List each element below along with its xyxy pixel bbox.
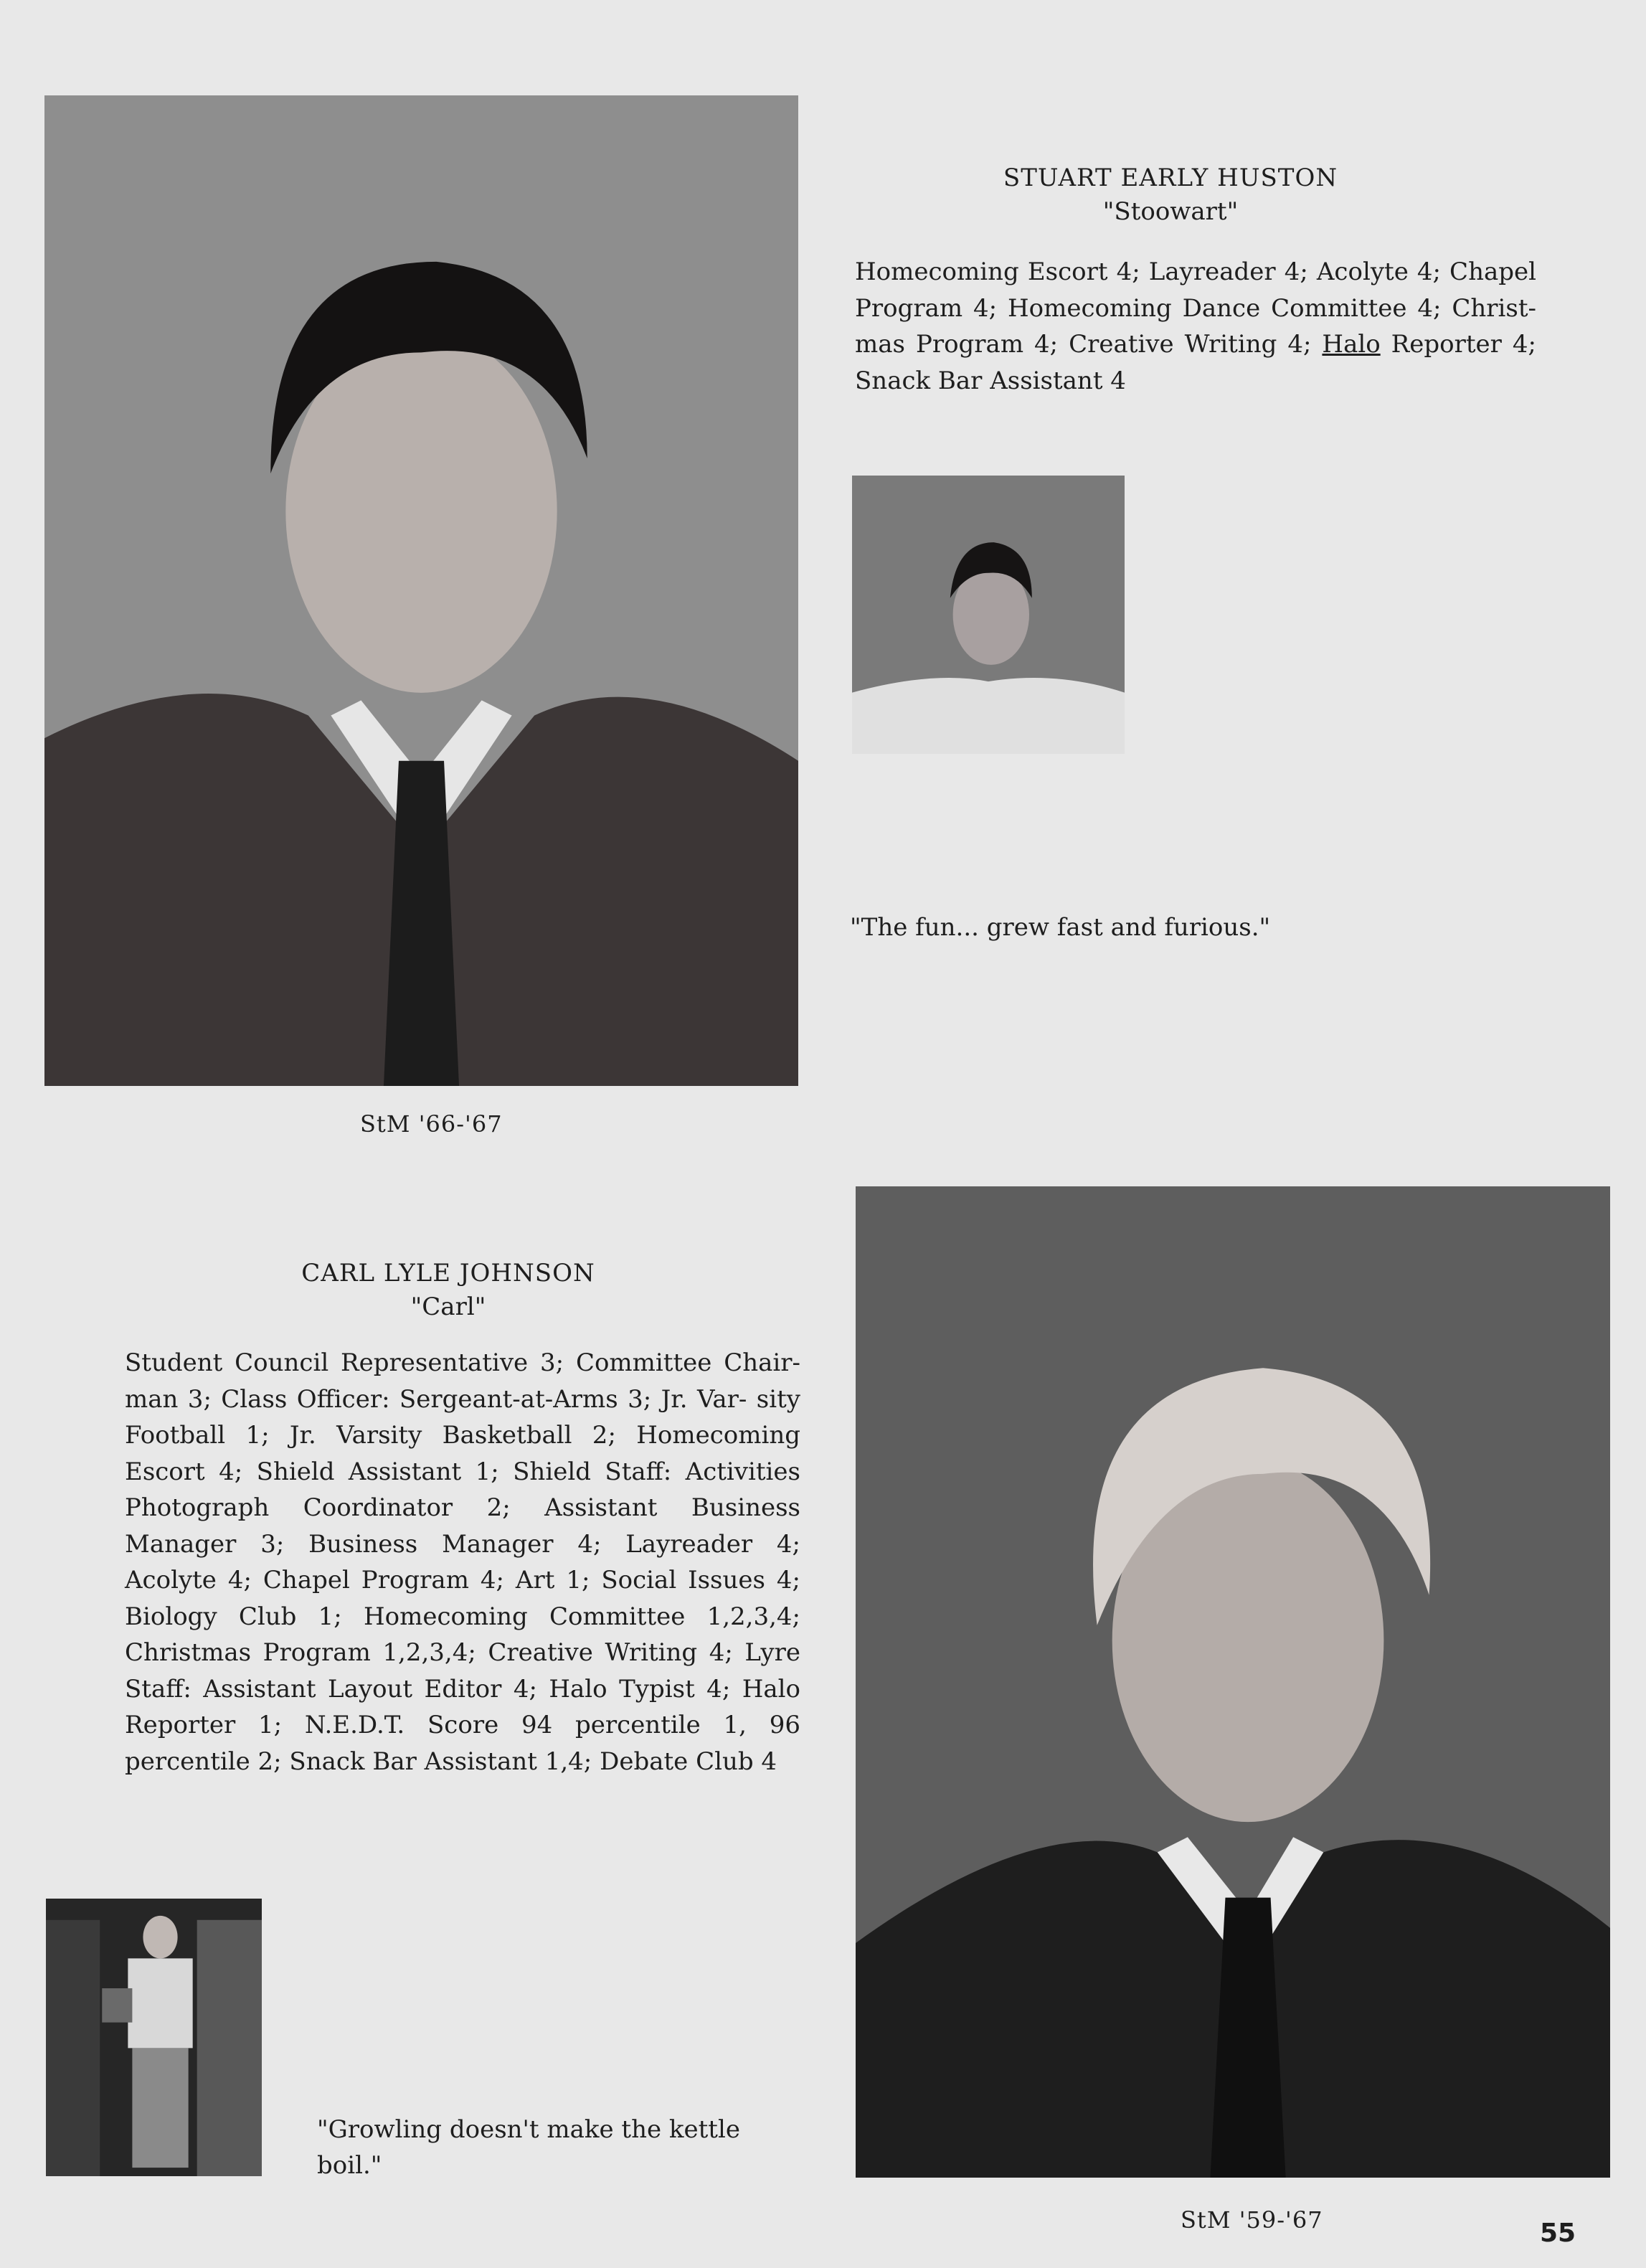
page-number: 55 bbox=[1540, 2219, 1576, 2248]
nickname-carl: "Carl" bbox=[410, 1293, 486, 1321]
candid-photo-carl bbox=[46, 1899, 262, 2176]
activities-stuart-part2: Reporter 4; Snack Bar Assistant 4 bbox=[855, 330, 1536, 395]
name-carl: CARL LYLE JOHNSON bbox=[301, 1259, 595, 1287]
quote-carl: "Growling doesn't make the kettle boil." bbox=[317, 2115, 740, 2180]
activities-stuart-part1: Homecoming Escort 4; Layreader 4; Acolyte 4; Chapel Program 4; Homecoming Dance Committee 4; Christ- mas Program 4; Creative Writing 4; bbox=[855, 257, 1536, 359]
caption-carl: StM '59-'67 bbox=[1181, 2206, 1323, 2234]
caption-stuart: StM '66-'67 bbox=[360, 1110, 503, 1138]
activities-stuart bbox=[855, 254, 1536, 399]
name-stuart: STUART EARLY HUSTON bbox=[1003, 164, 1338, 192]
nickname-stuart: "Stoowart" bbox=[1102, 197, 1239, 226]
activities-stuart-halo: Halo bbox=[1322, 330, 1381, 359]
portrait-carl-johnson bbox=[856, 1186, 1610, 2178]
portrait-stuart-huston bbox=[44, 95, 798, 1086]
quote-stuart: "The fun... grew fast and furious." bbox=[850, 913, 1271, 942]
candid-photo-stuart bbox=[852, 476, 1125, 754]
activities-carl: Student Council Representative 3; Committee Chair- man 3; Class Officer: Sergeant-at-Arms 3; Jr. Var- sity Football 1; Jr. Varsity Basketball 2; Homecoming Escort 4; Shield Assistant 1; Shield Staff: Activities Photograph Coordinator 2; Assistant Business Manager 3; Business Manager 4; Layreader 4; Acolyte 4; Chapel Program 4; Art 1; Social Issues 4; Biology Club 1; Homecoming Committee 1,2,3,4; Christmas Program 1,2,3,4; Creative Writing 4; Lyre Staff: Assistant Layout Editor 4; Halo Typist 4; Halo Reporter 1; N.E.D.T. Score 94 percentile 1, 96 percentile 2; Snack Bar Assistant 1,4; Debate Club 4 bbox=[125, 1348, 800, 1776]
